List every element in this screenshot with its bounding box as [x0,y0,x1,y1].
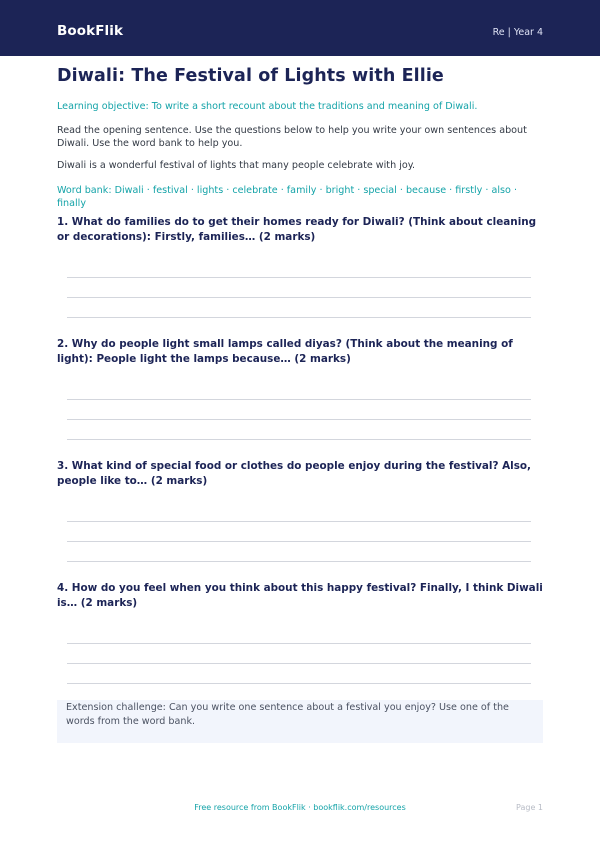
page-number: Page 1 [516,803,543,812]
answer-line[interactable] [67,419,531,420]
answer-line[interactable] [67,439,531,440]
answer-line[interactable] [67,683,531,684]
instructions-text: Read the opening sentence. Use the questions below to help you write your own sentences about Diwali. Use the word bank to help you. [57,125,527,149]
question-3: 3. What kind of special food or clothes do people enjoy during the festival? Also, people like to… (2 marks) [57,460,532,487]
answer-line[interactable] [67,561,531,562]
question-2: 2. Why do people light small lamps called diyas? (Think about the meaning of light): People light the lamps because… (2 marks) [57,338,513,365]
answer-line[interactable] [67,297,531,298]
opening-sentence: Diwali is a wonderful festival of lights that many people celebrate with joy. [57,160,416,171]
answer-line[interactable] [67,317,531,318]
footer-source: Free resource from BookFlik · bookflik.com/resources [194,803,406,812]
word-bank: Word bank: Diwali · festival · lights · celebrate · family · bright · special · because · firstly · also · finally [57,185,517,209]
answer-line[interactable] [67,521,531,522]
learning-objective: Learning objective: To write a short recount about the traditions and meaning of Diwali. [57,101,478,112]
brand-logo-text: BookFlik [57,23,124,39]
answer-line[interactable] [67,663,531,664]
header-bar [0,0,600,56]
extension-challenge-text: Extension challenge: Can you write one sentence about a festival you enjoy? Use one of the words from the word bank. [66,702,509,727]
extension-challenge-box [57,700,543,743]
subject-year-label: Re | Year 4 [492,27,543,38]
answer-line[interactable] [67,643,531,644]
answer-line[interactable] [67,277,531,278]
answer-line[interactable] [67,399,531,400]
question-1: 1. What do families do to get their homes ready for Diwali? (Think about cleaning or decorations): Firstly, families… (2 marks) [57,216,537,243]
worksheet-title: Diwali: The Festival of Lights with Ellie [57,66,444,86]
answer-line[interactable] [67,541,531,542]
question-4: 4. How do you feel when you think about this happy festival? Finally, I think Diwali is… (2 marks) [57,582,543,609]
